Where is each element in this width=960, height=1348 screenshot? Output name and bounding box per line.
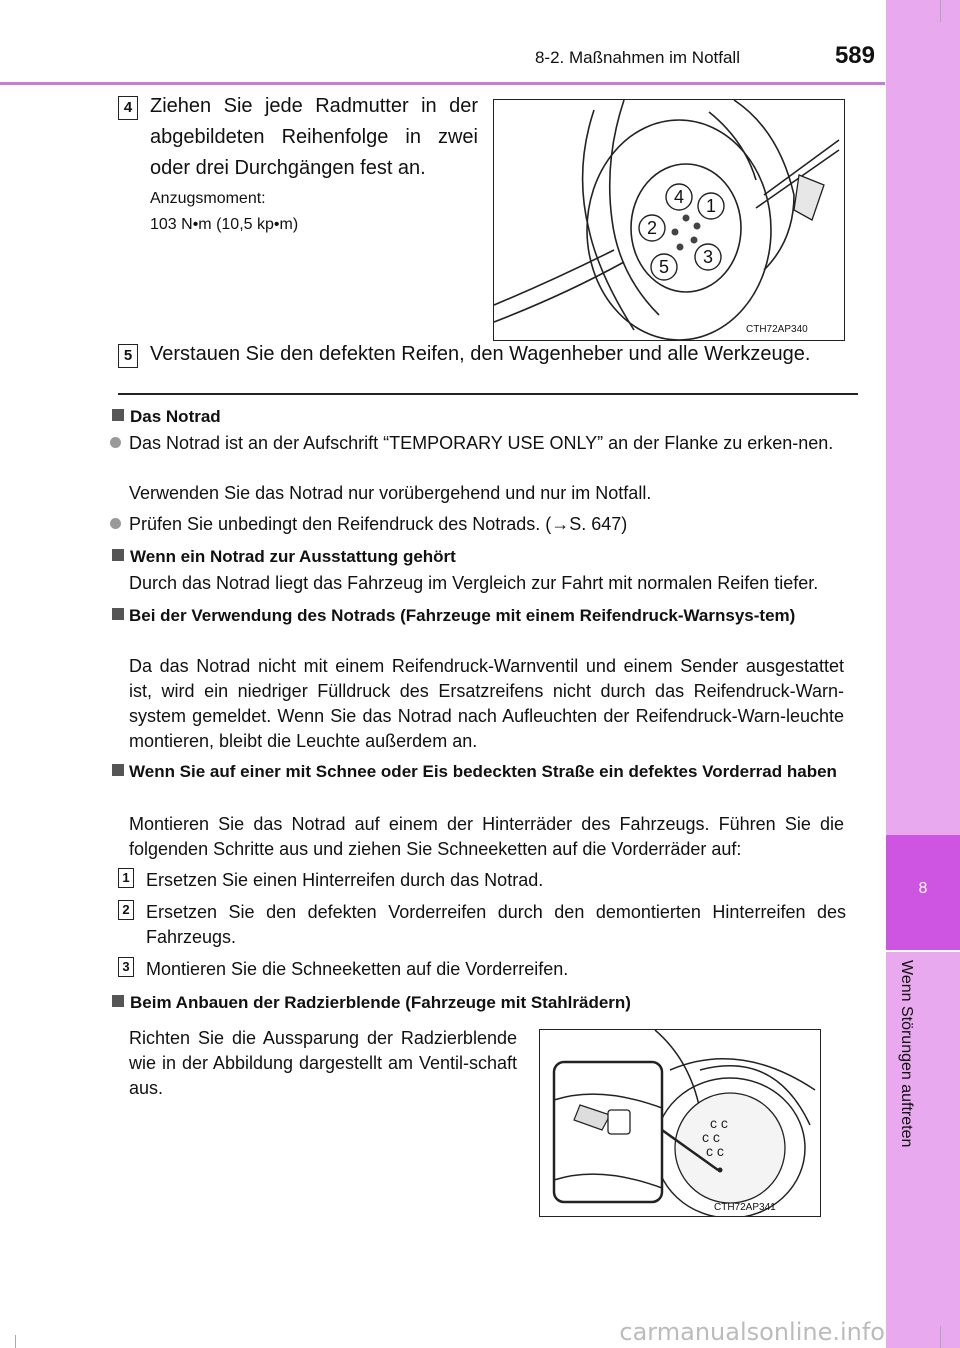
substep-text-2: Ersetzen Sie den defekten Vorderreifen durch den demontierten Hinterreifen des Fahrzeugs.	[146, 902, 846, 947]
svg-text:c c: c c	[710, 1115, 728, 1131]
torque-value: 103 N•m (10,5 kp•m)	[150, 216, 299, 233]
nut-label-4: 4	[673, 187, 685, 207]
header-rule	[0, 82, 885, 85]
nut-label-5: 5	[658, 257, 670, 277]
note-text-verwendung: Da das Notrad nicht mit einem Reifendruck-Warnventil und einem Sender ausgestattet ist, wird ein niedriger Fülldruck des Ersatzreifens nicht durch das Reifendruck-Warn-system gemeldet. Wenn Sie das Notrad nach Aufleuchten der Reifendruck-Warn-leuchte montieren, bleibt die Leuchte außerdem an.	[129, 656, 844, 751]
chapter-number: 8	[918, 880, 928, 897]
step5-text: Verstauen Sie den defekten Reifen, den Wagenheber und alle Werkzeuge.	[150, 343, 811, 365]
round-bullet-icon	[110, 518, 121, 529]
footer-watermark: carmanualsonline.info	[619, 1318, 885, 1346]
wheel-nut-figure	[493, 99, 845, 341]
figure1-caption: CTH72AP340	[746, 324, 808, 335]
step4-text: Ziehen Sie jede Radmutter in der abgebildeten Reihenfolge in zwei oder drei Durchgängen fest an.	[150, 95, 478, 179]
note-text-notrad-1b: Verwenden Sie das Notrad nur vorübergehend und nur im Notfall.	[129, 483, 652, 503]
torque-label: Anzugsmoment:	[150, 190, 266, 207]
substep-number-3: 3	[118, 957, 134, 977]
note-text-notrad-1: Das Notrad ist an der Aufschrift “TEMPORARY USE ONLY” an der Flanke zu erken-nen.	[129, 433, 834, 453]
svg-text:c c: c c	[706, 1143, 724, 1159]
step-number-5: 5	[118, 344, 138, 368]
note-heading-schnee: Wenn Sie auf einer mit Schnee oder Eis bedeckten Straße ein defektes Vorderrad haben	[129, 762, 837, 781]
tab-separator	[886, 950, 960, 952]
square-bullet-icon	[112, 409, 124, 421]
nut-label-3: 3	[702, 247, 714, 267]
nut-label-1: 1	[705, 196, 717, 216]
nut-label-2: 2	[646, 218, 658, 238]
note-text-ausstattung: Durch das Notrad liegt das Fahrzeug im Vergleich zur Fahrt mit normalen Reifen tiefer.	[129, 573, 819, 593]
page-number: 589	[834, 42, 875, 69]
wheel-cover-figure	[539, 1029, 821, 1217]
note-heading-radzierblende: Beim Anbauen der Radzierblende (Fahrzeuge mit Stahlrädern)	[112, 990, 852, 1015]
crop-mark	[940, 0, 941, 22]
square-bullet-icon	[112, 995, 124, 1007]
step-number-4: 4	[118, 96, 138, 120]
square-bullet-icon	[112, 549, 124, 561]
chapter-tab[interactable]	[886, 835, 960, 950]
square-bullet-icon	[112, 764, 124, 776]
substep-text-1: Ersetzen Sie einen Hinterreifen durch das Notrad.	[146, 870, 544, 890]
wheel-illustration	[494, 100, 844, 340]
note-heading-ausstattung: Wenn ein Notrad zur Ausstattung gehört	[112, 544, 852, 569]
svg-text:c c: c c	[702, 1129, 720, 1145]
crop-mark	[940, 1326, 941, 1348]
substep-number-1: 1	[118, 868, 134, 888]
substep-number-2: 2	[118, 900, 134, 920]
note-text-notrad-2: Prüfen Sie unbedingt den Reifendruck des Notrads. (→S. 647)	[129, 514, 628, 534]
note-heading-notrad: Das Notrad	[112, 404, 852, 429]
note-text-schnee: Montieren Sie das Notrad auf einem der Hinterräder des Fahrzeugs. Führen Sie die folgenden Schritte aus und ziehen Sie Schneeketten auf die Vorderräder auf:	[129, 814, 844, 859]
section-divider	[118, 393, 858, 395]
chapter-title: Wenn Störungen auftreten	[898, 960, 915, 1148]
square-bullet-icon	[112, 608, 124, 620]
note-text-radzierblende: Richten Sie die Aussparung der Radzierblende wie in der Abbildung dargestellt am Ventil-schaft aus.	[129, 1028, 517, 1098]
wheel-cover-illustration	[540, 1030, 820, 1216]
header-section-title: 8-2. Maßnahmen im Notfall	[534, 48, 740, 67]
note-heading-verwendung: Bei der Verwendung des Notrads (Fahrzeuge mit einem Reifendruck-Warnsys-tem)	[129, 606, 796, 625]
substep-text-3: Montieren Sie die Schneeketten auf die Vorderreifen.	[146, 959, 569, 979]
round-bullet-icon	[110, 437, 121, 448]
figure2-caption: CTH72AP341	[714, 1202, 776, 1213]
